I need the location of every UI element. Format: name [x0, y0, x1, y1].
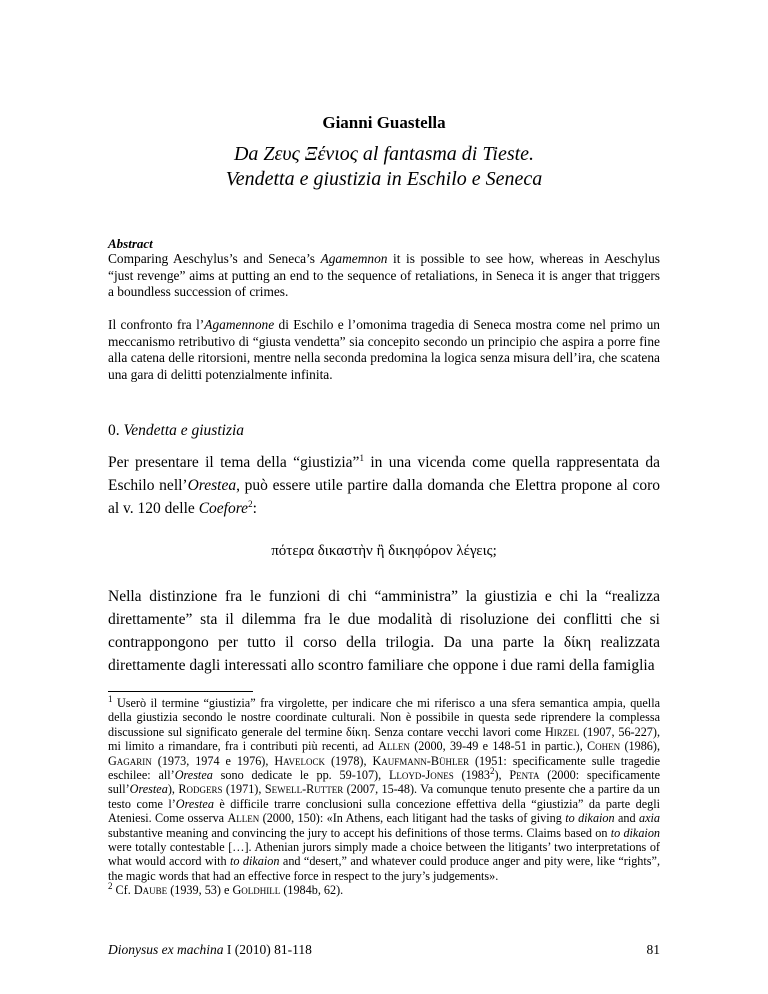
- author-name: Gianni Guastella: [322, 113, 446, 132]
- footnote-text: and “desert,” and whatever could produce anger and pity were, like “rights”, the magic words that had an effective force in respect to the jury’s judgements».: [108, 854, 660, 883]
- title-line-1: Da Ζευς Ξένιος al fantasma di Tieste.: [233, 143, 535, 165]
- abstract-english: [108, 251, 660, 301]
- abstract-it-text: Il confronto fra l’: [108, 317, 205, 332]
- body-paragraph-2: [108, 585, 660, 677]
- transliterated-term: to dikaion: [610, 825, 661, 840]
- article-title: [0, 142, 768, 192]
- footnote-text: Userò il termine “giustizia” fra virgolette, per indicare che mi riferisco a una sfera semantica ampia, quella della giustizia secondo le nostre coordinate culturali. Non è possibile in questa sede riprendere la complessa discussione sul significato generale del termine: [108, 696, 660, 739]
- journal-volume: I (2010) 81-118: [223, 942, 312, 957]
- work-title: Coefore: [198, 500, 249, 517]
- cited-author: Kaufmann-Bühler: [372, 753, 469, 768]
- title-line-2: Vendetta e giustizia in Eschilo e Seneca: [225, 168, 543, 190]
- abstract-en-work-title: Agamemnon: [320, 251, 388, 266]
- abstract-it-work-title: Agamennone: [204, 317, 275, 332]
- transliterated-term: axia: [638, 811, 660, 826]
- footnote-text: ),: [167, 782, 179, 797]
- abstract-en-text: it is possible to see how, whereas in Aeschylus “just revenge” aims at putting an end to the sequence of retaliations, in Seneca it is anger that triggers a boundless succession of crimes.: [108, 251, 660, 299]
- work-title: Orestea: [175, 796, 214, 811]
- body-text: , può essere utile partire dalla domanda che Elettra propone al coro al v. 120 delle: [108, 477, 660, 517]
- page-number: 81: [646, 942, 660, 957]
- greek-quotation: πότερα δικαστὴν ἢ δικηφόρον λέγεις;: [271, 543, 497, 559]
- body-text: realizzata direttamente dagli interessati allo scontro familiare che oppone i due rami della famiglia: [108, 634, 660, 674]
- cited-author: Rodgers: [178, 782, 223, 797]
- footnote-text: (1971),: [222, 782, 265, 797]
- footnote-text: Cf.: [112, 883, 134, 898]
- footnote-text: (2000, 39-49 e 148-51 in partic.),: [409, 739, 588, 754]
- cited-author: Cohen: [587, 739, 621, 754]
- work-title: Orestea: [129, 782, 168, 797]
- footnotes: [108, 693, 661, 898]
- section-heading: [108, 422, 244, 440]
- section-title: Vendetta e giustizia: [123, 422, 245, 439]
- cited-author: Havelock: [274, 753, 326, 768]
- footnote-text: were totally contestable […]. Athenian jurors simply made a choice between the litigants’ two interpretations of what would accord with: [108, 840, 660, 869]
- footnote-marker: 1: [108, 693, 113, 704]
- footnote-text: and: [614, 811, 639, 826]
- cited-author: Penta: [509, 768, 540, 783]
- footnote-ref-2[interactable]: 2: [248, 498, 253, 509]
- footnote-marker: 2: [108, 881, 113, 892]
- footnote-text: (2007, 15-48). Va comunque tenuto presente che a partire da un testo come l’: [108, 782, 660, 811]
- footnote-text: (1984b, 62).: [280, 883, 344, 898]
- body-text: Nella distinzione fra le funzioni di chi “amministra” la giustizia e chi la “realizza direttamente” sta il dilemma fra le due modalità di risoluzione dei conflitti che si contrappongono per tutto il corso della trilogia. Da una parte la: [108, 588, 660, 651]
- abstract-heading: Abstract: [108, 236, 153, 251]
- work-title: Orestea: [174, 768, 213, 783]
- journal-name: Dionysus ex machina: [108, 942, 224, 957]
- transliterated-term: to dikaion: [565, 811, 615, 826]
- body-text: in una vicenda come quella rappresentata da Eschilo nell’: [108, 454, 660, 494]
- greek-term: δίκη: [346, 724, 368, 739]
- work-title: Orestea: [187, 477, 237, 494]
- footnote-text: (1951: specificamente sulle tragedie eschilee: all’: [108, 753, 660, 783]
- footnote-text: (1939, 53) e: [167, 883, 233, 898]
- running-footer: [108, 942, 312, 958]
- footnote-text: (1973, 1974 e 1976),: [151, 753, 275, 768]
- body-text: :: [252, 500, 257, 517]
- footnote-ref-1[interactable]: 1: [359, 452, 364, 463]
- footnote-text: ),: [494, 768, 510, 783]
- cited-author: Sewell-Rutter: [264, 782, 344, 797]
- cited-author: Gagarin: [108, 753, 152, 768]
- transliterated-term: to dikaion: [230, 854, 280, 869]
- footnote-text: (1907, 56-227), mi limito a rimandare, fra i contributi più recenti, ad: [108, 724, 660, 754]
- cited-author: Lloyd-Jones: [388, 768, 454, 783]
- edition-superscript: 2: [489, 765, 495, 776]
- section-number: 0.: [108, 422, 124, 439]
- greek-term: δίκη: [563, 634, 592, 651]
- cited-author: Hirzel: [544, 724, 580, 739]
- footnote-text: (1986),: [620, 739, 660, 754]
- footnote-text: è difficile trarre conclusioni sulla concezione effettiva della “giustizia” da parte degli Ateniesi. Come osserva: [108, 796, 661, 826]
- body-paragraph-1: [108, 451, 660, 520]
- abstract-italian: [108, 317, 660, 383]
- abstract-en-text: Comparing Aeschylus’s and Seneca’s: [108, 251, 321, 266]
- footnote-text: sono dedicate le pp. 59-107),: [212, 768, 389, 783]
- footnote-text: (1978),: [325, 753, 373, 768]
- cited-author: Goldhill: [232, 883, 281, 898]
- body-text: Per presentare il tema della “giustizia”: [108, 454, 360, 471]
- cited-author: Allen: [378, 739, 410, 754]
- footnote-text: (1983: [453, 768, 490, 783]
- footnote-text: (2000, 150): «In Athens, each litigant had the tasks of giving: [259, 811, 566, 826]
- abstract-it-text: di Eschilo e l’omonima tragedia di Seneca mostra come nel primo un meccanismo retributivo di “giusta vendetta” sia concepito secondo un principio che aspira a porre fine alla catena delle ritorsioni, mentre nella seconda predomina la logica senza misura dell’ira, che scatena una gara di delitti potenzialmente infinita.: [108, 317, 661, 382]
- footnote-1: [108, 693, 661, 883]
- cited-author: Allen: [227, 811, 260, 826]
- footnote-text: substantive meaning and convincing the jury to accept his definitions of those terms. Claims based on: [108, 825, 611, 840]
- footnote-separator: [108, 691, 253, 692]
- footnote-2: [108, 883, 660, 897]
- cited-author: Daube: [133, 883, 168, 898]
- footnote-text: (2000: specificamente sull’: [108, 768, 660, 797]
- footnote-text: . Senza contare vecchi lavori come: [367, 724, 545, 739]
